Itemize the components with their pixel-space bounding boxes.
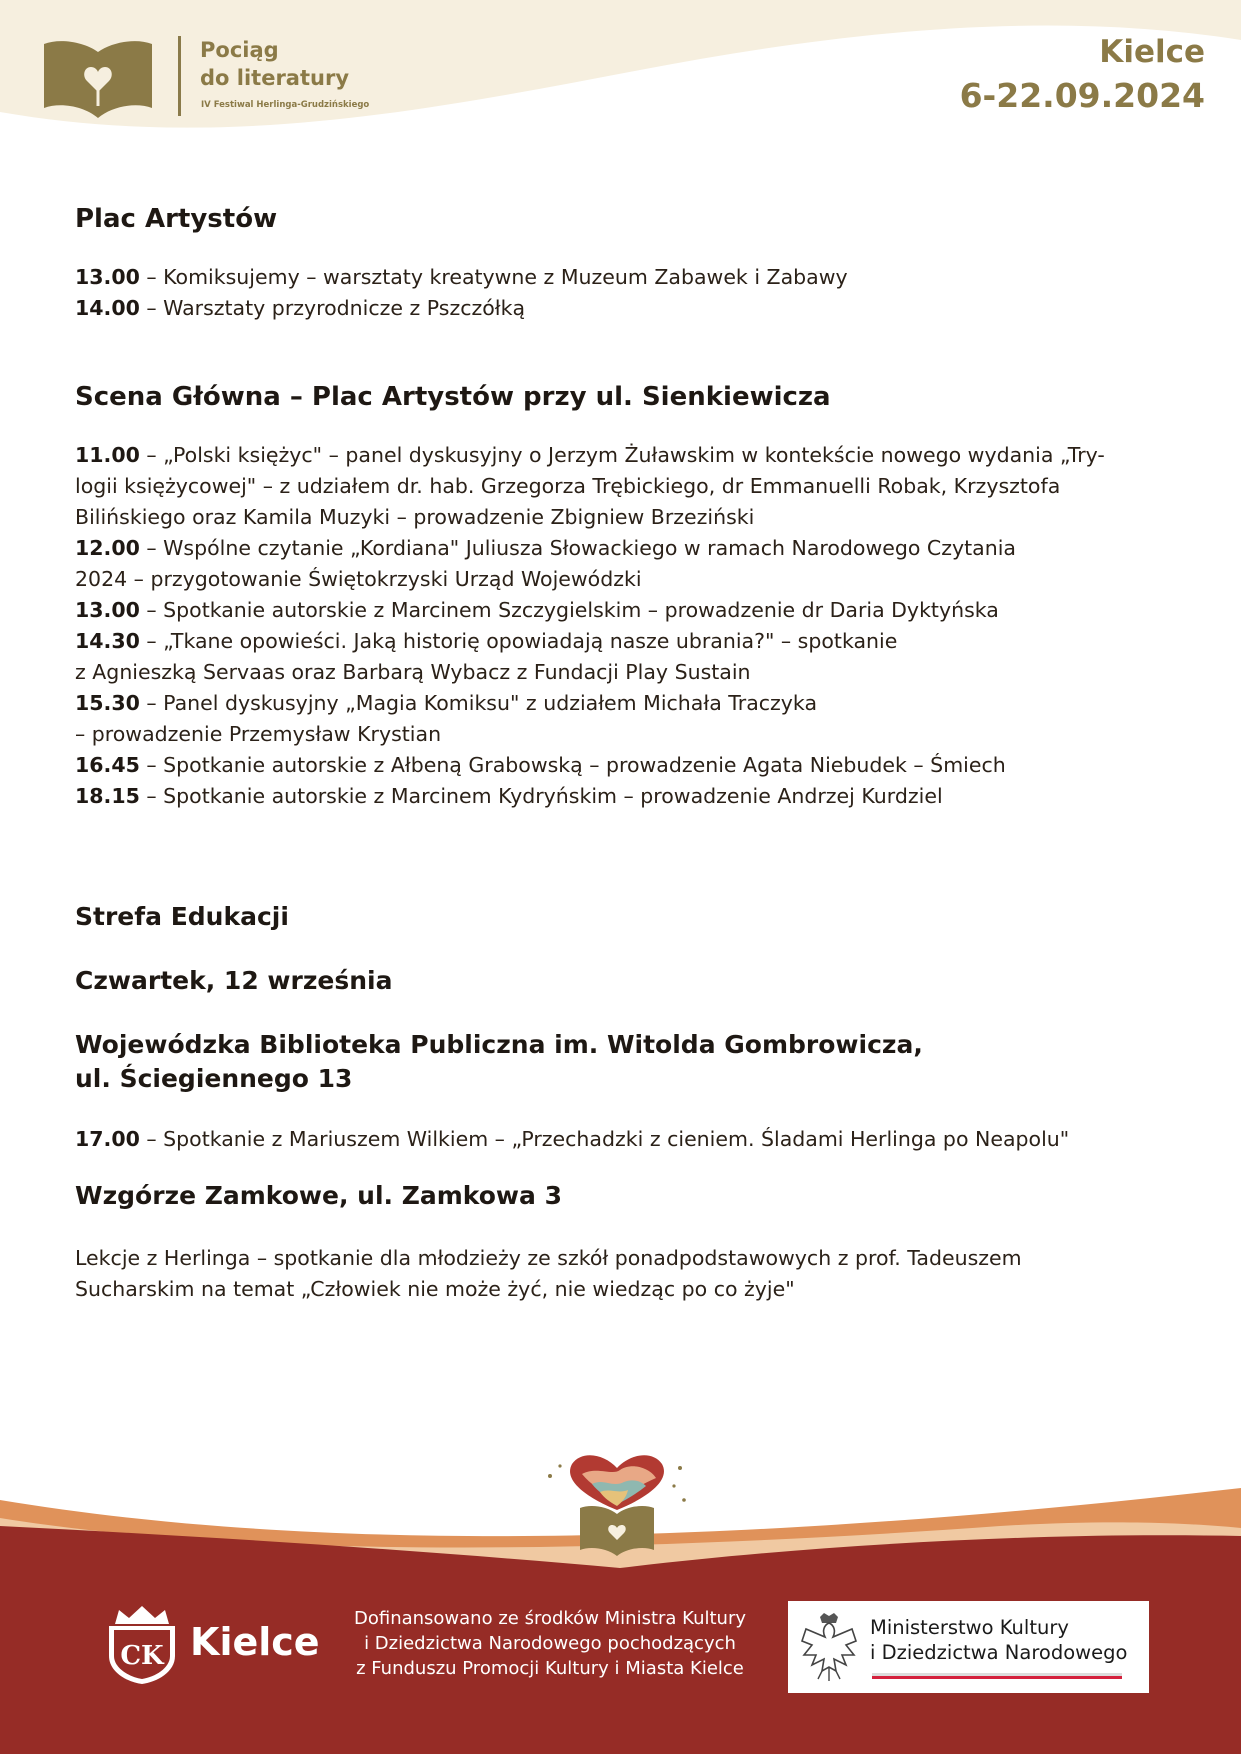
venue2-description-line1: Lekcje z Herlinga – spotkanie dla młodzieży ze szkół ponadpodstawowych z prof. Tadeuszem: [75, 1246, 1022, 1270]
kielce-logo-text: Kielce: [190, 1620, 320, 1664]
schedule-item-continuation: – prowadzenie Przemysław Krystian: [75, 722, 442, 746]
schedule-item: [75, 293, 1185, 324]
book-heart-logo-icon: [40, 34, 156, 120]
event-dates: 6-22.09.2024: [959, 76, 1205, 115]
schedule-item-continuation: z Agnieszką Servaas oraz Barbarą Wybacz z Fundacji Play Sustain: [75, 660, 751, 684]
white-eagle-emblem-icon: [798, 1611, 860, 1683]
schedule-item: [75, 781, 1185, 812]
event-city: Kielce: [1099, 34, 1205, 70]
header-wave-background: [0, 0, 1241, 150]
schedule-text: – Warsztaty przyrodnicze z Pszczółką: [139, 296, 526, 320]
funding-line1: Dofinansowano ze środków Ministra Kultury: [353, 1608, 746, 1629]
schedule-text: – „Tkane opowieści. Jaką historię opowiadają nasze ubrania?" – spotkanie: [139, 629, 898, 653]
funding-line3: z Funduszu Promocji Kultury i Miasta Kielce: [356, 1658, 744, 1679]
festival-title-line1: Pociąg: [200, 38, 279, 62]
schedule-text: – Panel dyskusyjny „Magia Komiksu" z udziałem Michała Traczyka: [139, 691, 818, 715]
schedule-time: 15.30: [75, 691, 140, 715]
venue2-description: [75, 1243, 1185, 1305]
schedule-item-continuation: 2024 – przygotowanie Świętokrzyski Urząd Wojewódzki: [75, 567, 642, 591]
section-title-scena: Scena Główna – Plac Artystów przy ul. Sienkiewicza: [75, 382, 831, 412]
venue-title: [75, 1028, 1185, 1096]
venue-title-line2: ul. Ściegiennego 13: [75, 1064, 353, 1093]
ministry-logo: [788, 1601, 1149, 1693]
schedule-time: 11.00: [75, 443, 140, 467]
schedule-item: [75, 533, 1185, 564]
festival-title-line2: do literatury: [200, 66, 350, 90]
schedule-item: [75, 750, 1185, 781]
schedule-item-continuation: Bilińskiego oraz Kamila Muzyki – prowadzenie Zbigniew Brzeziński: [75, 505, 755, 529]
schedule-text: – Spotkanie autorskie z Marcinem Szczygielskim – prowadzenie dr Daria Dyktyńska: [139, 598, 999, 622]
schedule-time: 12.00: [75, 536, 140, 560]
section-title-plac: Plac Artystów: [75, 204, 278, 234]
ck-monogram: CK: [120, 1641, 164, 1671]
ministry-line2: i Dziedzictwa Narodowego: [870, 1641, 1128, 1664]
venue-title-line1: Wojewódzka Biblioteka Publiczna im. Witolda Gombrowicza,: [75, 1030, 923, 1059]
schedule-time: 18.15: [75, 784, 140, 808]
plac-schedule: [75, 262, 1185, 324]
schedule-text: – Wspólne czytanie „Kordiana" Juliusza Słowackiego w ramach Narodowego Czytania: [139, 536, 1016, 560]
heart-book-illustration-icon: [542, 1448, 692, 1560]
schedule-time: 16.45: [75, 753, 140, 777]
schedule-time: 14.30: [75, 629, 140, 653]
venue1-schedule: [75, 1124, 1185, 1155]
schedule-time: 13.00: [75, 598, 140, 622]
event-day: Czwartek, 12 września: [75, 966, 393, 995]
venue2-description-line2: Sucharskim na temat „Człowiek nie może żyć, nie wiedząc po co żyje": [75, 1277, 795, 1301]
funding-notice: [340, 1606, 760, 1681]
schedule-text: – „Polski księżyc" – panel dyskusyjny o Jerzym Żuławskim w kontekście nowego wydania „Try-: [139, 443, 1105, 467]
program-content: [75, 202, 1185, 1305]
schedule-item: [75, 626, 1185, 657]
polish-flag-stripe: [872, 1673, 1122, 1679]
schedule-item: [75, 688, 1185, 719]
schedule-text: – Komiksujemy – warsztaty kreatywne z Muzeum Zabawek i Zabawy: [139, 265, 848, 289]
schedule-text: – Spotkanie autorskie z Ałbeną Grabowską – prowadzenie Agata Niebudek – Śmiech: [139, 753, 1006, 777]
ministry-line1: Ministerstwo Kultury: [870, 1616, 1069, 1639]
schedule-time: 17.00: [75, 1127, 140, 1151]
kielce-crest-logo-icon: [105, 1604, 179, 1684]
schedule-item: [75, 440, 1185, 471]
logo-divider: [178, 36, 181, 116]
scena-schedule: [75, 440, 1185, 812]
venue2-title: Wzgórze Zamkowe, ul. Zamkowa 3: [75, 1181, 562, 1210]
festival-subtitle: IV Festiwal Herlinga-Grudzińskiego: [201, 100, 370, 110]
section-title-edukacja: Strefa Edukacji: [75, 902, 289, 931]
festival-title: [200, 36, 420, 92]
schedule-time: 13.00: [75, 265, 140, 289]
schedule-item-continuation: logii księżycowej" – z udziałem dr. hab. Grzegorza Trębickiego, dr Emmanuelli Robak, Krzysztofa: [75, 474, 1061, 498]
funding-line2: i Dziedzictwa Narodowego pochodzących: [364, 1633, 736, 1654]
schedule-text: – Spotkanie autorskie z Marcinem Kydryńskim – prowadzenie Andrzej Kurdziel: [139, 784, 943, 808]
schedule-text: – Spotkanie z Mariuszem Wilkiem – „Przechadzki z cieniem. Śladami Herlinga po Neapolu": [139, 1127, 1070, 1151]
schedule-time: 14.00: [75, 296, 140, 320]
schedule-item: [75, 262, 1185, 293]
schedule-item: [75, 595, 1185, 626]
ministry-name: [870, 1615, 1127, 1665]
schedule-item: [75, 1124, 1185, 1155]
